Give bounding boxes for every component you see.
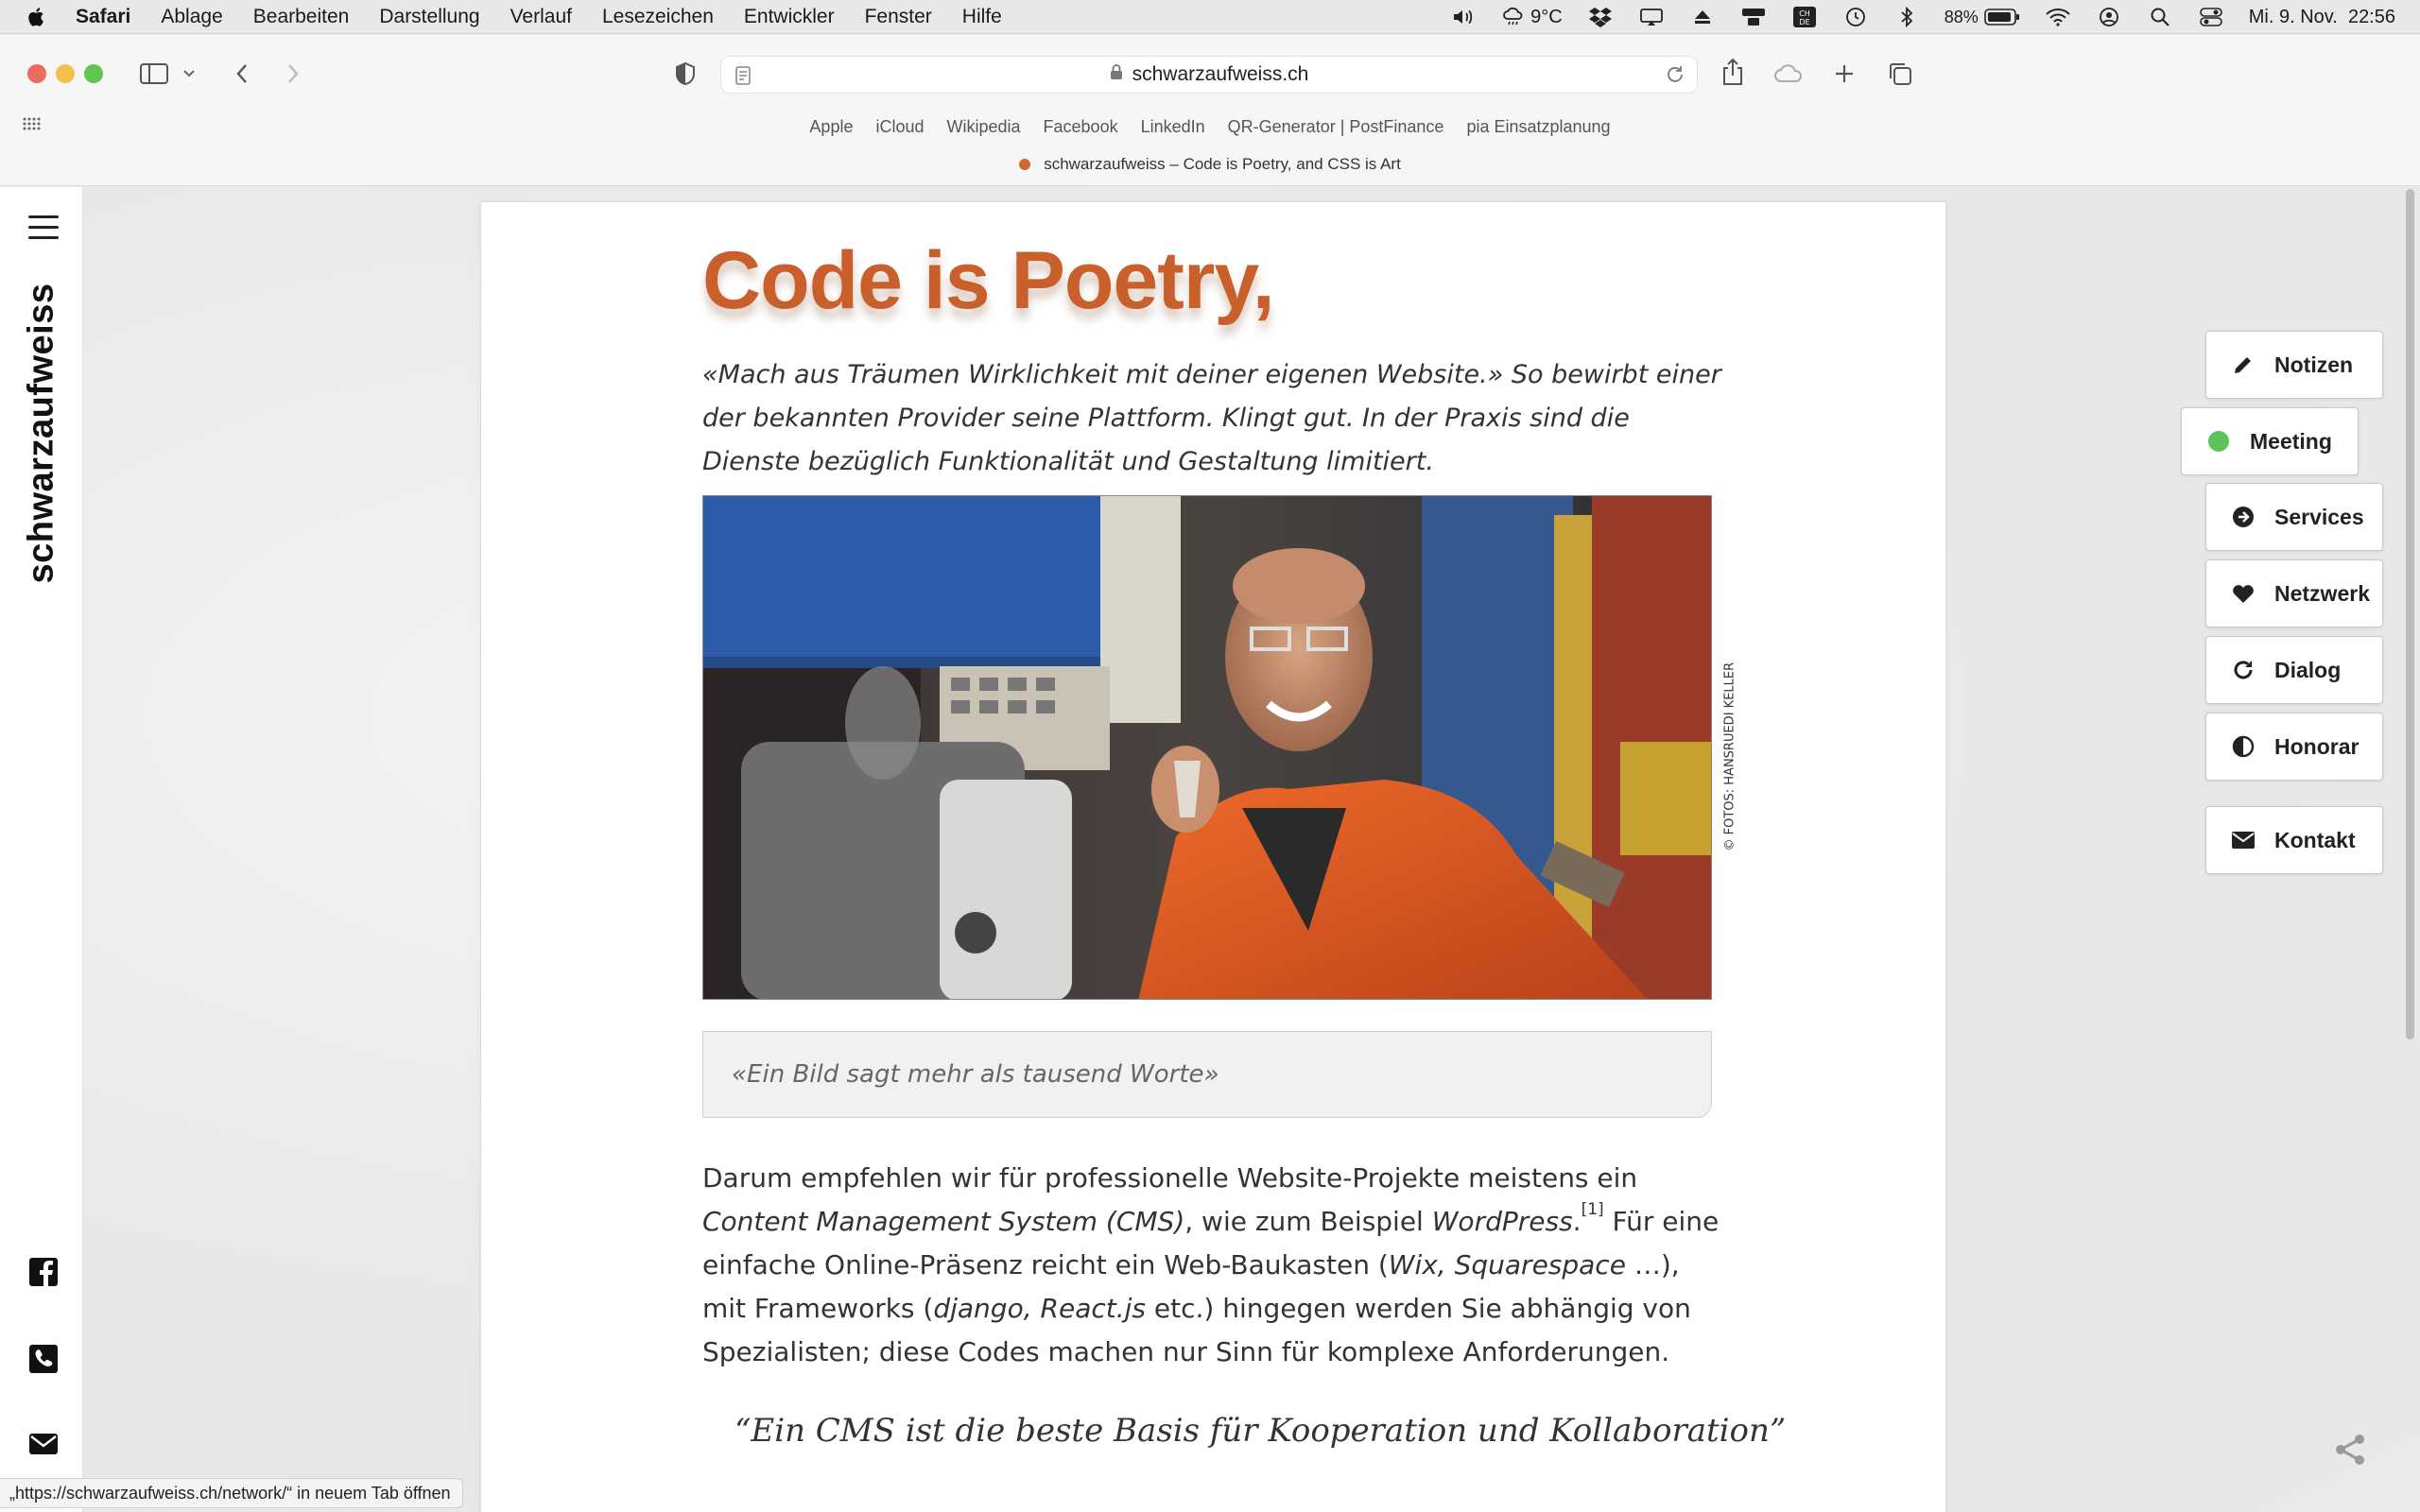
battery-icon	[1984, 8, 2020, 26]
pencil-icon	[2231, 353, 2256, 376]
menu-verlauf[interactable]: Verlauf	[510, 5, 572, 27]
site-logo[interactable]	[0, 272, 83, 593]
menu-lesezeichen[interactable]: Lesezeichen	[601, 5, 714, 27]
favorite-wikipedia[interactable]: Wikipedia	[946, 116, 1021, 136]
article-body	[702, 1157, 1723, 1374]
envelope-icon	[2231, 831, 2256, 850]
favorite-facebook[interactable]: Facebook	[1043, 116, 1118, 136]
menu-bearbeiten[interactable]: Bearbeiten	[252, 5, 350, 27]
kontakt-label: Kontakt	[2274, 827, 2356, 852]
body-text: etc.) hingegen werden Sie abhängig von Spezialisten; diese Codes machen nur Sinn für komplexe Anforderungen.	[702, 1293, 1691, 1367]
privacy-report-icon[interactable]	[671, 60, 700, 88]
airplay-icon[interactable]	[1638, 7, 1665, 27]
facebook-icon[interactable]	[26, 1255, 60, 1289]
tab-favicon	[1019, 159, 1030, 170]
menu-darstellung[interactable]: Darstellung	[379, 5, 480, 27]
window-close-button[interactable]	[27, 64, 46, 83]
new-tab-icon[interactable]	[1830, 60, 1858, 88]
share-icon[interactable]	[2333, 1433, 2367, 1467]
menu-fenster[interactable]: Fenster	[864, 5, 932, 27]
share-toolbar-icon[interactable]	[1719, 56, 1747, 88]
bluetooth-icon[interactable]	[1893, 7, 1920, 27]
spotlight-search-icon[interactable]	[2147, 7, 2173, 27]
netzwerk-label: Netzwerk	[2274, 580, 2370, 606]
article-headline: Code is Poetry,	[702, 235, 1274, 326]
image-caption: «Ein Bild sagt mehr als tausend Worte»	[732, 1060, 1219, 1089]
svg-text:CH: CH	[1798, 9, 1810, 18]
icloud-tabs-icon[interactable]	[1772, 60, 1806, 88]
dialog-button[interactable]	[2205, 636, 2383, 704]
meeting-label: Meeting	[2250, 428, 2332, 454]
window-minimize-button[interactable]	[56, 64, 75, 83]
tab-overview-icon[interactable]	[1885, 60, 1915, 88]
time-machine-icon[interactable]	[1842, 7, 1869, 27]
menu-bar	[0, 0, 2420, 34]
user-account-icon[interactable]	[2096, 7, 2122, 27]
pull-quote: “Ein CMS ist die beste Basis für Kooperation und Kollaboration”	[735, 1412, 1787, 1450]
body-text: …), mit Frameworks (	[702, 1249, 1680, 1324]
notizen-button[interactable]	[2205, 331, 2383, 399]
body-emphasis-frameworks: django, React.js	[933, 1293, 1146, 1324]
menu-entwickler[interactable]: Entwickler	[743, 5, 835, 27]
half-circle-icon	[2231, 735, 2256, 758]
hamburger-menu-icon[interactable]	[28, 215, 59, 247]
link-status-bar	[0, 1478, 463, 1508]
body-text: Für eine einfache Online-Präsenz reicht ein Web-Baukasten (	[702, 1206, 1720, 1280]
honorar-label: Honorar	[2274, 733, 2360, 759]
page-scrollbar[interactable]	[2401, 187, 2420, 1512]
battery-widget[interactable]	[1945, 8, 2020, 27]
dropbox-icon[interactable]	[1587, 7, 1614, 27]
article-card	[480, 201, 1946, 1512]
worker-photo-illustration	[703, 496, 1712, 1000]
volume-icon[interactable]	[1451, 7, 1478, 27]
body-emphasis-baukasten: Wix, Squarespace	[1388, 1249, 1626, 1280]
phone-icon[interactable]	[26, 1342, 60, 1376]
scrollbar-thumb[interactable]	[2406, 189, 2414, 1040]
control-center-icon[interactable]	[2198, 7, 2224, 27]
address-url: schwarzaufweiss.ch	[1132, 63, 1309, 85]
body-text: .	[1572, 1206, 1582, 1237]
window-zoom-button[interactable]	[84, 64, 103, 83]
web-page	[0, 187, 2420, 1512]
honorar-button[interactable]	[2205, 713, 2383, 781]
services-button[interactable]	[2205, 483, 2383, 551]
menubar-clock[interactable]: Mi. 9. Nov. 22:56	[2248, 6, 2395, 27]
favorite-qr-generator[interactable]: QR-Generator | PostFinance	[1227, 116, 1444, 136]
refresh-icon	[2231, 659, 2256, 681]
body-emphasis-cms: Content Management System (CMS)	[702, 1206, 1185, 1237]
chevron-right-icon	[285, 62, 301, 85]
favorite-pia-einsatzplanung[interactable]: pia Einsatzplanung	[1466, 116, 1611, 136]
cloud-rain-icon	[1502, 8, 1525, 26]
address-bar[interactable]	[720, 56, 1698, 94]
reload-icon[interactable]	[1665, 64, 1685, 91]
svg-text:DE: DE	[1799, 18, 1810, 26]
weather-temperature: 9°C	[1530, 6, 1563, 27]
stage-manager-icon[interactable]	[1740, 7, 1767, 27]
battery-percentage: 88%	[1944, 7, 1979, 26]
menu-ablage[interactable]: Ablage	[161, 5, 223, 27]
article-intro: «Mach aus Träumen Wirklichkeit mit deiner eigenen Website.» So bewirbt einer der bekannten Provider seine Plattform. Klingt gut. In der Praxis sind die Dienste bezüglich Funktionalität und Gestaltung limitiert.	[702, 360, 1721, 476]
tab-title-bar[interactable]	[0, 150, 2420, 179]
eject-icon[interactable]	[1689, 7, 1716, 27]
image-caption-box	[702, 1031, 1712, 1118]
wifi-icon[interactable]	[2045, 7, 2071, 27]
article-photo	[702, 495, 1712, 1000]
safari-toolbar	[0, 35, 2420, 186]
status-link-text: „https://schwarzaufweiss.ch/network/“ in neuem Tab öffnen	[9, 1483, 451, 1503]
favorites-bar	[0, 111, 2420, 143]
chevron-left-icon	[234, 62, 250, 85]
apple-menu-icon[interactable]	[26, 6, 49, 28]
tab-title: schwarzaufweiss – Code is Poetry, and CSS is Art	[1044, 155, 1401, 173]
favorite-linkedin[interactable]: LinkedIn	[1140, 116, 1205, 136]
body-emphasis-wordpress: WordPress	[1431, 1206, 1573, 1237]
netzwerk-button[interactable]	[2205, 559, 2383, 627]
weather-widget[interactable]	[1502, 7, 1563, 28]
footnote-link[interactable]: [1]	[1581, 1200, 1604, 1219]
menu-app-safari[interactable]: Safari	[76, 5, 131, 27]
favorite-icloud[interactable]: iCloud	[875, 116, 925, 136]
photo-credit	[1720, 495, 1740, 1000]
dialog-label: Dialog	[2274, 657, 2342, 682]
chevron-down-icon[interactable]	[182, 65, 197, 82]
notizen-label: Notizen	[2274, 352, 2354, 377]
status-online-icon	[2206, 431, 2231, 452]
site-name: schwarzaufweiss	[21, 283, 61, 583]
back-button[interactable]	[229, 60, 255, 88]
arrow-circle-right-icon	[2231, 506, 2256, 528]
lock-icon	[1110, 63, 1123, 86]
heart-icon	[2231, 583, 2256, 604]
kontakt-button[interactable]	[2205, 806, 2383, 874]
sidebar-toggle-icon[interactable]	[138, 60, 170, 88]
photo-credit-text: © FOTOS: HANSRUEDI KELLER	[1722, 662, 1737, 851]
forward-button[interactable]	[280, 60, 306, 88]
body-text: Darum empfehlen wir für professionelle Website-Projekte meistens ein	[702, 1162, 1638, 1194]
site-sidebar	[0, 187, 83, 1512]
keyboard-layout-ch-icon[interactable]	[1791, 7, 1818, 27]
favorite-apple[interactable]: Apple	[809, 116, 854, 136]
page-settings-icon[interactable]	[735, 65, 752, 92]
email-icon[interactable]	[26, 1427, 60, 1461]
menu-hilfe[interactable]: Hilfe	[961, 5, 1002, 27]
services-label: Services	[2274, 504, 2364, 529]
body-text: , wie zum Beispiel	[1184, 1206, 1432, 1237]
meeting-button[interactable]	[2181, 407, 2359, 475]
